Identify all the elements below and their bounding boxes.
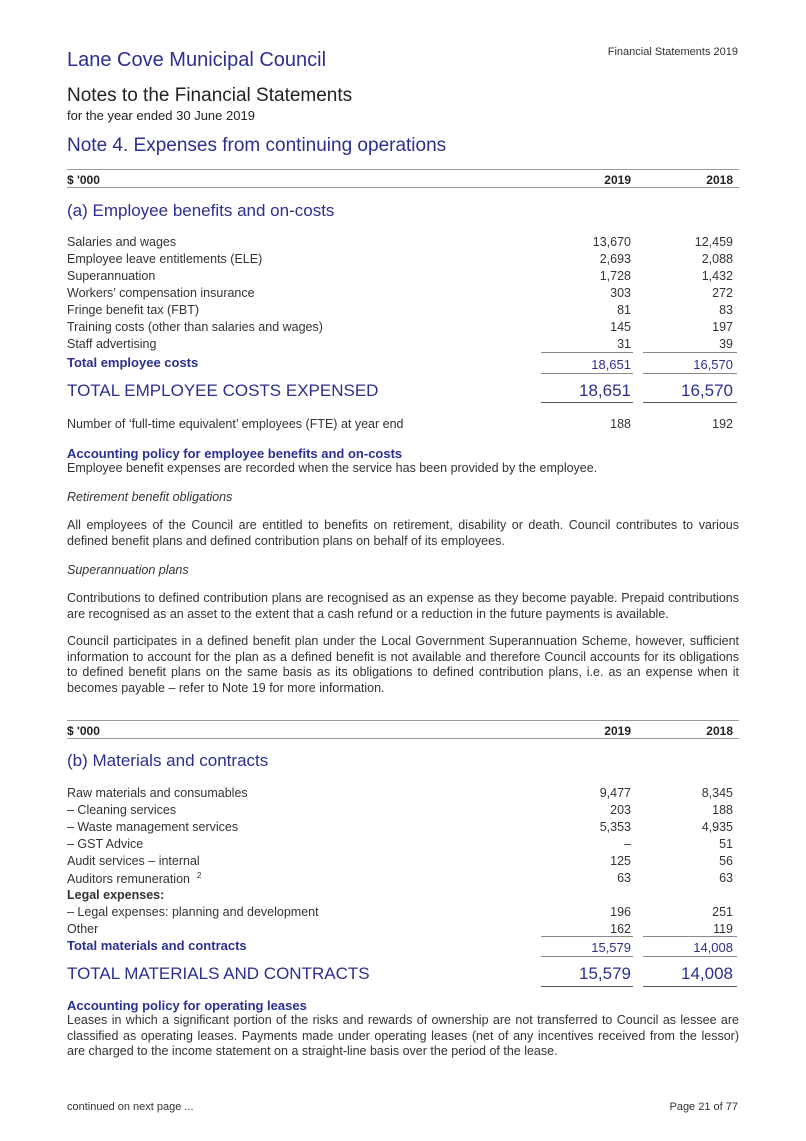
table-row: – Legal expenses: planning and development 196 251 [67,905,733,919]
policy-heading-employee: Accounting policy for employee benefits and on-costs [67,446,403,461]
continued-label: continued on next page ... [67,1101,194,1113]
table-row: Staff advertising 31 39 [67,337,733,351]
total-line-2018 [643,956,737,957]
table-row: Superannuation 1,728 1,432 [67,269,733,283]
total-employee-costs-row: Total employee costs 18,651 16,570 [67,355,733,372]
grand-line-2018 [643,986,737,987]
table-row: Workers’ compensation insurance 303 272 [67,286,733,300]
table-row: Fringe benefit tax (FBT) 81 83 [67,303,733,317]
table-row: Other 162 119 [67,922,733,936]
page-number: Page 21 of 77 [669,1101,738,1113]
policy-employee-p1: Employee benefit expenses are recorded when the service has been provided by the employee. [67,461,598,475]
table-row: Auditors remuneration $^2$ 63 63 [67,871,733,887]
header-rule-top [67,169,739,170]
table-row: – Waste management services 5,353 4,935 [67,820,733,834]
superannuation-heading: Superannuation plans [67,563,189,577]
council-name: Lane Cove Municipal Council [67,49,327,71]
section-title-materials: (b) Materials and contracts [67,751,269,770]
notes-subtitle: for the year ended 30 June 2019 [67,108,255,123]
grand-line-2019 [541,986,633,987]
unit-label: $ '000 [67,173,100,187]
subtotal-line-2018 [643,936,737,937]
footnote-ref: 2 [196,871,202,880]
total-materials-row: Total materials and contracts 15,579 14,008 [67,938,733,955]
table-row: Raw materials and consumables 9,477 8,345 [67,786,733,800]
policy-employee-p4: Council participates in a defined benefit plan under the Local Government Superannuation Scheme, however, sufficient information to account for the plan as a defined benefit is not available and therefore Council accounts for its obligations to defined benefit plans on the same basis as its obligations to defined contribution plans, i.e. as an expense when it becomes payable – refer to Note 19 for more information. [67,634,739,695]
header-rule-bottom [67,738,739,739]
subtotal-line-2019 [541,352,633,353]
policy-heading-leases: Accounting policy for operating leases [67,998,307,1013]
grand-line-2019 [541,402,633,403]
retirement-heading: Retirement benefit obligations [67,490,233,504]
table-row: Legal expenses: [67,888,165,902]
col-2019-label: 2019 [604,173,631,187]
financial-statements-label: Financial Statements 2019 [607,46,738,58]
table-row: Training costs (other than salaries and wages) 145 197 [67,320,733,334]
total-line-2018 [643,373,737,374]
subtotal-line-2018 [643,352,737,353]
col-2018-label: 2018 [706,173,733,187]
total-employee-costs-expensed-row: TOTAL EMPLOYEE COSTS EXPENSED 18,651 16,570 [67,381,733,400]
table-row: – GST Advice – 51 [67,837,733,851]
section-title-employee: (a) Employee benefits and on-costs [67,201,335,220]
grand-line-2018 [643,402,737,403]
subtotal-line-2019 [541,936,633,937]
total-line-2019 [541,956,633,957]
policy-employee-p2: All employees of the Council are entitled to benefits on retirement, disability or death. Council contributes to various defined benefit plans and defined contribution plans on behalf of its employees. [67,518,739,548]
fte-row: Number of ‘full-time equivalent’ employees (FTE) at year end 188 192 [67,417,733,431]
table-row: Salaries and wages 13,670 12,459 [67,235,733,249]
header-rule-top [67,720,739,721]
policy-leases-p1: Leases in which a significant portion of the risks and rewards of ownership are not transferred to Council as lessee are classified as operating leases. Payments made under operating leases (net of any incentives received from the lessor) are charged to the income statement on a straight-line basis over the period of the lease. [67,1013,739,1058]
col-2019-label: 2019 [604,724,631,738]
total-line-2019 [541,373,633,374]
table-row: Employee leave entitlements (ELE) 2,693 2,088 [67,252,733,266]
policy-employee-p3: Contributions to defined contribution plans are recognised as an expense as they become payable. Prepaid contributions are recognised as an asset to the extent that a cash refund or a reduction in the future payments is available. [67,591,739,621]
total-materials-grand-row: TOTAL MATERIALS AND CONTRACTS 15,579 14,008 [67,964,733,983]
table-row: – Cleaning services 203 188 [67,803,733,817]
note-title: Note 4. Expenses from continuing operations [67,135,447,156]
col-2018-label: 2018 [706,724,733,738]
notes-title: Notes to the Financial Statements [67,85,353,106]
unit-label: $ '000 [67,724,100,738]
header-rule-bottom [67,187,739,188]
table-row: Audit services – internal 125 56 [67,854,733,868]
